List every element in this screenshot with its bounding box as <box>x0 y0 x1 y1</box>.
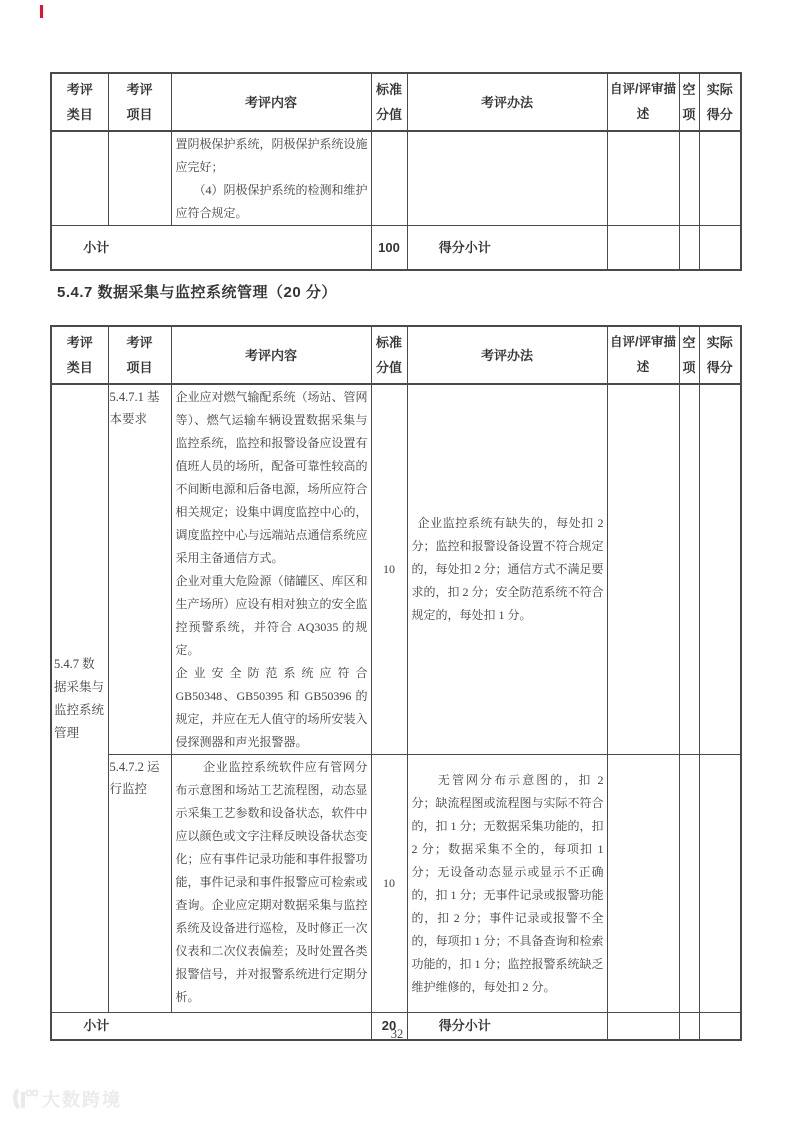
category-cell: 5.4.7 数据采集与监控系统管理 <box>51 384 108 1013</box>
actual-cell-empty <box>699 226 741 270</box>
header-actual-label: 实际得分 <box>706 82 733 122</box>
subtotal-method: 得分小计 <box>407 1013 607 1040</box>
header-content-label: 考评内容 <box>244 94 297 110</box>
actual-cell-empty <box>699 755 741 1013</box>
content-cell <box>171 131 371 226</box>
subtotal-label: 小计 <box>51 1013 371 1040</box>
header-review-label: 自评/评审描述 <box>610 335 676 374</box>
section-heading: 5.4.7 数据采集与监控系统管理（20 分） <box>57 284 337 301</box>
assessment-table-547 <box>50 325 742 1041</box>
category-cell-empty <box>51 131 108 226</box>
subtotal-method: 得分小计 <box>407 226 607 270</box>
assessment-table-previous-section <box>50 72 742 271</box>
header-item <box>108 326 171 384</box>
header-category-label: 考评类目 <box>66 82 93 122</box>
review-cell-empty <box>607 226 679 270</box>
header-review-label: 自评/评审描述 <box>610 82 676 121</box>
header-content-label: 考评内容 <box>244 347 297 363</box>
subtotal-score: 100 <box>371 226 407 270</box>
header-score <box>371 73 407 131</box>
header-item <box>108 73 171 131</box>
header-item-label: 考评项目 <box>126 82 153 122</box>
watermark-text: 大数跨境 <box>42 1090 122 1110</box>
blank-cell-empty <box>679 131 699 226</box>
header-score-label: 标准分值 <box>376 82 403 122</box>
review-cell-empty <box>607 131 679 226</box>
content-paragraph: 置阴极保护系统，阴极保护系统设施应完好； <box>175 137 368 174</box>
table-header-row <box>51 73 741 131</box>
red-cursor-mark <box>40 5 43 18</box>
content-cell <box>171 755 371 1013</box>
content-cell <box>171 384 371 755</box>
header-blank <box>679 326 699 384</box>
review-cell-empty <box>607 755 679 1013</box>
header-method <box>407 73 607 131</box>
score-cell: 10 <box>371 755 407 1013</box>
table-header-row <box>51 326 741 384</box>
header-score-label: 标准分值 <box>376 335 403 375</box>
item-cell: 5.4.7.2 运行监控 <box>108 755 171 1013</box>
table-row <box>51 131 741 226</box>
header-category <box>51 326 108 384</box>
item-cell: 5.4.7.1 基本要求 <box>108 384 171 755</box>
header-actual-label: 实际得分 <box>706 335 733 375</box>
method-cell-empty <box>407 131 607 226</box>
header-blank <box>679 73 699 131</box>
header-method-label: 考评办法 <box>480 94 533 110</box>
header-item-label: 考评项目 <box>126 335 153 375</box>
watermark-logo-icon <box>12 1086 38 1112</box>
header-method-label: 考评办法 <box>480 347 533 363</box>
watermark <box>12 1086 122 1112</box>
blank-cell-empty <box>679 226 699 270</box>
method-paragraph: 企业监控系统有缺失的，每处扣 2 分；监控和报警设备设置不符合规定的，每处扣 2 分；通信方式不满足要求的，扣 2 分；安全防范系统不符合规定的，每处扣 1 分。 <box>411 516 604 622</box>
review-cell-empty <box>607 384 679 755</box>
header-score <box>371 326 407 384</box>
subtotal-label: 小计 <box>51 226 371 270</box>
content-paragraph: （4）阴极保护系统的检测和维护应符合规定。 <box>175 183 368 220</box>
score-cell: 10 <box>371 384 407 755</box>
header-actual <box>699 73 741 131</box>
item-cell-empty <box>108 131 171 226</box>
page-number: 32 <box>390 1027 404 1041</box>
content-paragraph: 企业应对燃气输配系统（场站、管网等）、燃气运输车辆设置数据采集与监控系统，监控和报警设备应设置有值班人员的场所，配备可靠性较高的不间断电源和后备电源，场所应符合相关规定；设集中调度监控中心的，调度监控中心与远端站点通信系统应采用主备通信方式。 <box>175 390 368 565</box>
subtotal-row <box>51 226 741 270</box>
method-cell <box>407 755 607 1013</box>
subtotal-score: 20 <box>371 1013 407 1040</box>
header-blank-label: 空项 <box>682 335 696 375</box>
header-method <box>407 326 607 384</box>
header-blank-label: 空项 <box>682 82 696 122</box>
header-actual <box>699 326 741 384</box>
content-paragraph: 企业对重大危险源（储罐区、库区和生产场所）应设有相对独立的安全监控预警系统，并符合 AQ3035 的规定。 <box>175 574 368 657</box>
header-review <box>607 326 679 384</box>
blank-cell-empty <box>679 384 699 755</box>
actual-cell-empty <box>699 384 741 755</box>
actual-cell-empty <box>699 131 741 226</box>
table-row-5472 <box>51 755 741 1013</box>
method-cell <box>407 384 607 755</box>
header-content <box>171 73 371 131</box>
content-paragraph: 企业监控系统软件应有管网分布示意图和场站工艺流程图，动态显示采集工艺参数和设备状态，软件中应以颜色或文字注释反映设备状态变化；应有事件记录功能和事件报警功能，事件记录和事件报警应可检索或查询。企业应定期对数据采集与监控系统及设备进行巡检，及时修正一次仪表和二次仪表偏差；及时处置各类报警信号，并对报警系统进行定期分析。 <box>175 760 368 1004</box>
content-paragraph: 企业安全防范系统应符合 GB50348、GB50395 和 GB50396 的规定，并应在无人值守的场所安装入侵探测器和声光报警器。 <box>175 666 368 749</box>
method-paragraph: 无管网分布示意图的，扣 2 分；缺流程图或流程图与实际不符合的，扣 1 分；无数据采集功能的，扣 2 分；数据采集不全的，每项扣 1 分；无设备动态显示或显示不正确的，扣 1 分；无事件记录或报警功能的，扣 2 分；事件记录或报警不全的，每项扣 1 分；不具备查询和检索功能的，扣 1 分；监控报警系统缺乏维护维修的，每处扣 2 分。 <box>411 772 604 994</box>
header-review <box>607 73 679 131</box>
header-category <box>51 73 108 131</box>
score-cell-empty <box>371 131 407 226</box>
header-content <box>171 326 371 384</box>
table-row-5471 <box>51 384 741 755</box>
blank-cell-empty <box>679 755 699 1013</box>
header-category-label: 考评类目 <box>66 335 93 375</box>
